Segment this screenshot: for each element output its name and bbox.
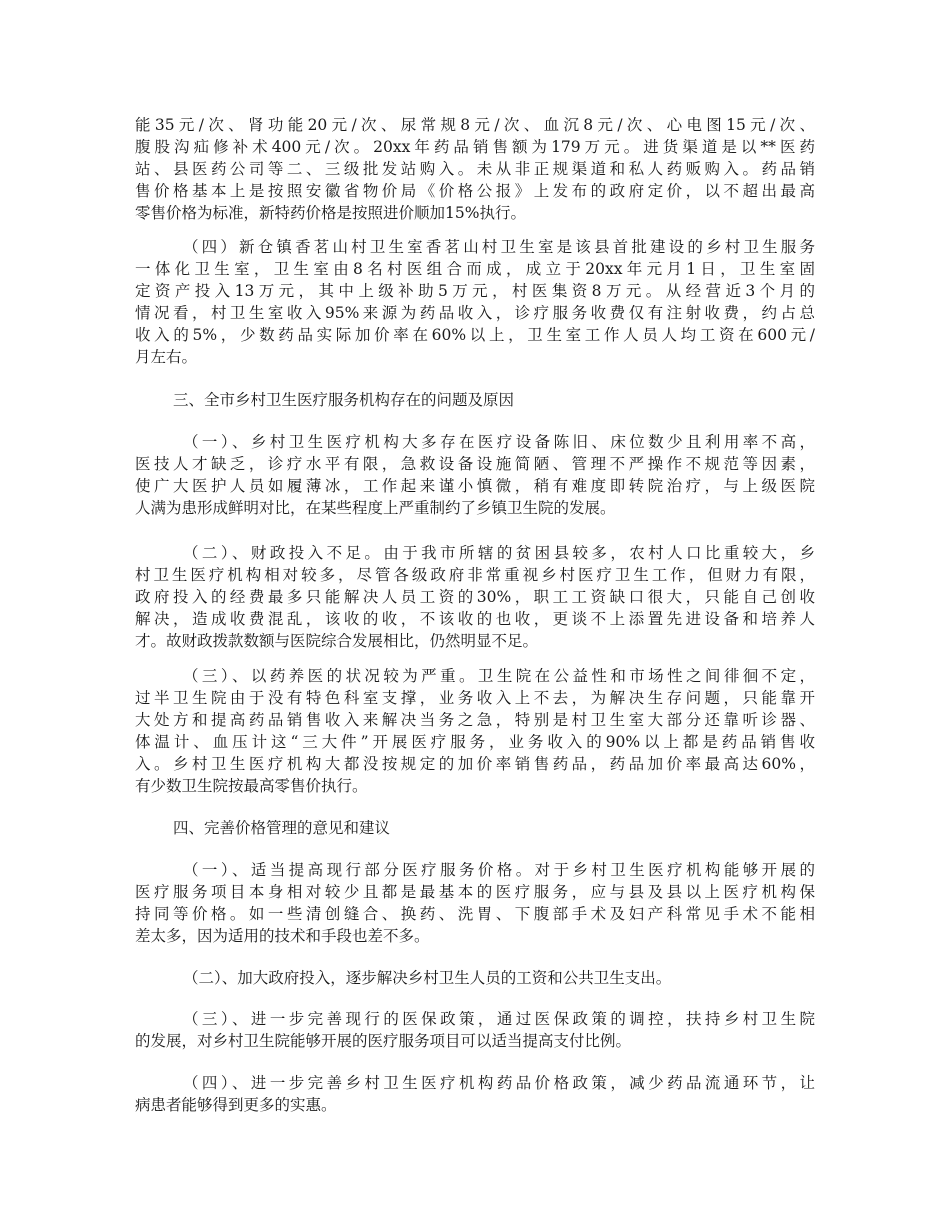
- paragraph-suggestion-4: [135, 1072, 815, 1116]
- text-line: （三）、以药养医的状况较为严重。卫生院在公益性和市场性之间徘徊不定，: [183, 667, 815, 685]
- text-line: 政府投入的经费最多只能解决人员工资的30%，职工工资缺口很大，只能自己创收: [135, 588, 815, 606]
- text-line: 情况看，村卫生室收入95%来源为药品收入，诊疗服务收费仅有注射收费，约占总: [135, 304, 815, 322]
- text-line: 村卫生医疗机构相对较多，尽管各级政府非常重视乡村医疗卫生工作，但财力有限，: [135, 566, 815, 584]
- text-line: （四）、进一步完善乡村卫生医疗机构药品价格政策，减少药品流通环节，让: [183, 1074, 815, 1092]
- text-line: 定资产投入13万元，其中上级补助5万元，村医集资8万元。从经营近3个月的: [135, 282, 815, 300]
- text-line: 解决，造成收费混乱，该收的收，不该收的也收，更谈不上添置先进设备和培养人: [135, 610, 815, 628]
- text-line: 一体化卫生室，卫生室由8名村医组合而成，成立于20xx年元月1日，卫生室固: [135, 260, 815, 278]
- text-line: 腹股沟疝修补术400元/次。20xx年药品销售额为179万元。进货渠道是以**医药: [135, 138, 815, 156]
- text-line: 售价格基本上是按照安徽省物价局《价格公报》上发布的政府定价，以不超出最高: [135, 182, 815, 200]
- text-line: 病患者能够得到更多的实惠。: [135, 1096, 337, 1114]
- section-heading: 四、完善价格管理的意见和建议: [173, 819, 391, 837]
- text-line: （二）、财政投入不足。由于我市所辖的贫困县较多，农村人口比重较大，乡: [183, 544, 815, 562]
- text-line: 医疗服务项目本身相对较少且都是最基本的医疗服务，应与县及县以上医疗机构保: [135, 883, 815, 901]
- text-line: （一）、乡村卫生医疗机构大多存在医疗设备陈旧、床位数少且利用率不高，: [183, 433, 815, 451]
- paragraph-suggestion-1: [135, 859, 815, 947]
- text-line: 能35元/次、肾功能20元/次、尿常规8元/次、血沉8元/次、心电图15元/次、: [135, 116, 815, 134]
- text-line: 站、县医药公司等二、三级批发站购入。未从非正规渠道和私人药贩购入。药品销: [135, 160, 815, 178]
- section-heading: 三、全市乡村卫生医疗服务机构存在的问题及原因: [173, 391, 515, 409]
- text-line: 入。乡村卫生医疗机构大都没按规定的加价率销售药品，药品加价率最高达60%，: [135, 755, 815, 773]
- text-line: （四）新仓镇香茗山村卫生室香茗山村卫生室是该县首批建设的乡村卫生服务: [183, 238, 815, 256]
- text-line: 收入的5%，少数药品实际加价率在60%以上，卫生室工作人员人均工资在600元/: [135, 326, 815, 344]
- text-line: 差太多，因为适用的技术和手段也差不多。: [135, 927, 430, 945]
- text-line: 才。故财政拨款数额与医院综合发展相比，仍然明显不足。: [135, 632, 539, 650]
- text-line: （三）、进一步完善现行的医保政策，通过医保政策的调控，扶持乡村卫生院: [183, 1010, 815, 1028]
- text-line: 的发展，对乡村卫生院能够开展的医疗服务项目可以适当提高支付比例。: [135, 1032, 632, 1050]
- text-line: （二）、加大政府投入，逐步解决乡村卫生人员的工资和公共卫生支出。: [183, 969, 672, 987]
- text-line: 大处方和提高药品销售收入来解决当务之急，特别是村卫生室大部分还靠听诊器、: [135, 711, 815, 729]
- text-line: 零售价格为标准，新特药价格是按照进价顺加15%执行。: [135, 204, 526, 222]
- paragraph-problem-1: [135, 431, 815, 519]
- paragraph-drug-pricing-continued: [135, 114, 815, 224]
- text-line: 医技人才缺乏，诊疗水平有限，急救设备设施简陋、管理不严操作不规范等因素，: [135, 455, 815, 473]
- text-line: 体温计、血压计这“三大件”开展医疗服务，业务收入的90%以上都是药品销售收: [135, 733, 815, 751]
- section-heading-suggestions: [135, 817, 815, 839]
- text-line: 人满为患形成鲜明对比，在某些程度上严重制约了乡镇卫生院的发展。: [135, 499, 616, 517]
- paragraph-suggestion-2: [135, 967, 815, 989]
- text-line: 使广大医护人员如履薄冰，工作起来谨小慎微，稍有难度即转院治疗，与上级医院: [135, 477, 815, 495]
- text-line: 持同等价格。如一些清创缝合、换药、洗胃、下腹部手术及妇产科常见手术不能相: [135, 905, 815, 923]
- text-line: 有少数卫生院按最高零售价执行。: [135, 777, 368, 795]
- paragraph-suggestion-3: [135, 1008, 815, 1052]
- paragraph-xiangmingshan-clinic: [135, 236, 815, 368]
- text-line: 月左右。: [135, 348, 198, 366]
- paragraph-problem-3: [135, 665, 815, 797]
- section-heading-problems: [135, 389, 815, 411]
- text-line: （一）、适当提高现行部分医疗服务价格。对于乡村卫生医疗机构能够开展的: [183, 861, 815, 879]
- paragraph-problem-2: [135, 542, 815, 652]
- text-line: 过半卫生院由于没有特色科室支撑，业务收入上不去，为解决生存问题，只能靠开: [135, 689, 815, 707]
